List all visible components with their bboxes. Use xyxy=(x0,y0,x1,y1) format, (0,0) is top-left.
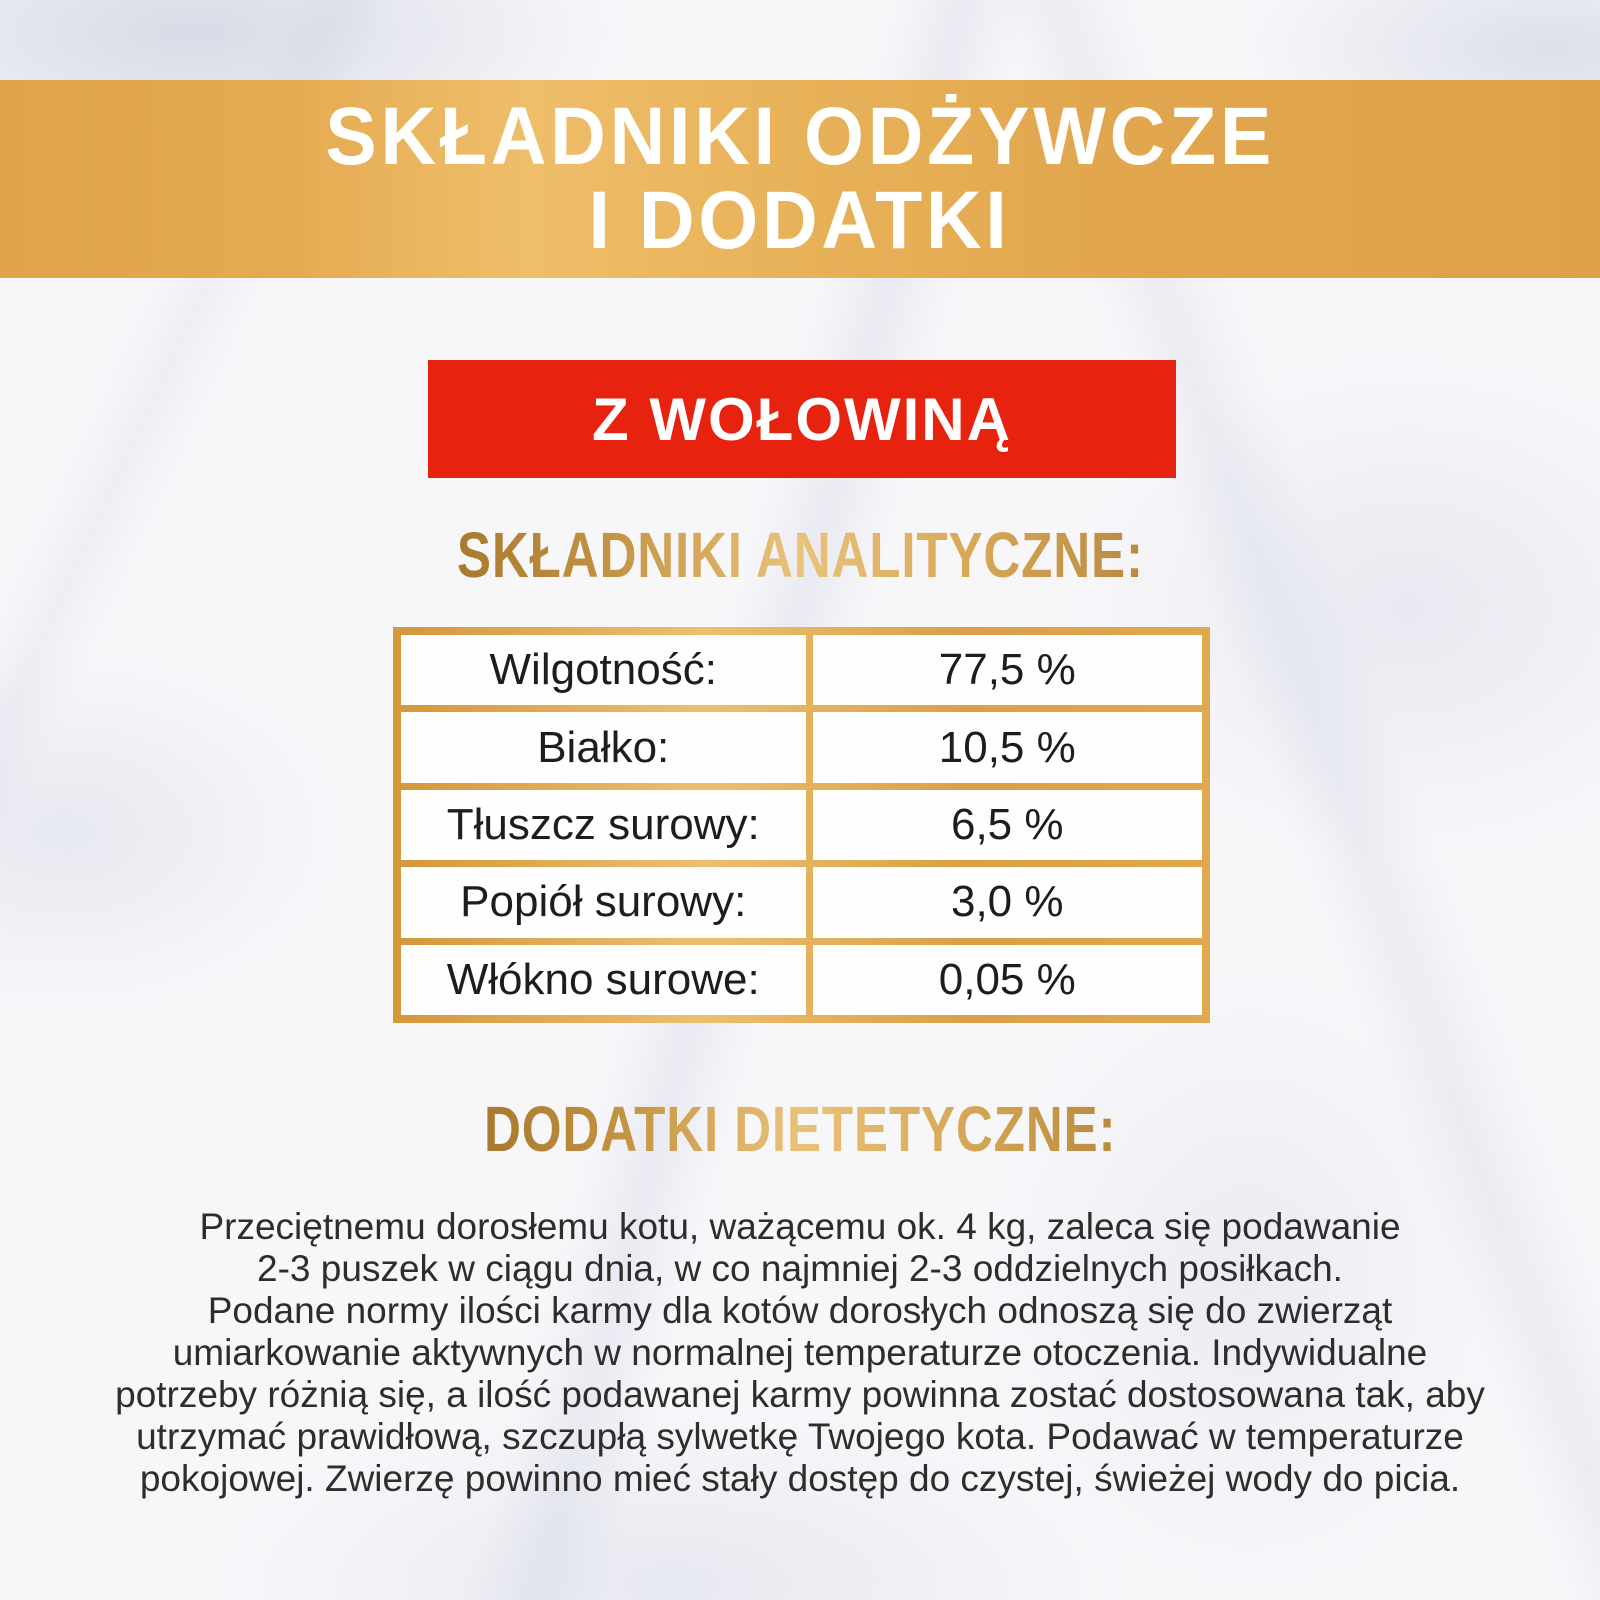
row-label-moisture: Wilgotność: xyxy=(401,635,806,705)
dietary-heading-text: DODATKI DIETETYCZNE: xyxy=(483,1093,1117,1165)
paragraph-line: umiarkowanie aktywnych w normalnej temperaturze otoczenia. Indywidualne xyxy=(172,1332,1428,1373)
nutrition-banner xyxy=(0,80,1600,278)
row-value-moisture: 77,5 % xyxy=(813,635,1203,705)
paragraph-line: Przeciętnemu dorosłemu kotu, ważącemu ok. 4 kg, zaleca się podawanie xyxy=(199,1206,1401,1247)
nutrition-table xyxy=(393,627,1210,1023)
banner-title-line1: SKŁADNIKI ODŻYWCZE xyxy=(325,91,1275,182)
paragraph-line: 2-3 puszek w ciągu dnia, w co najmniej 2-3 oddzielnych posiłkach. xyxy=(257,1248,1343,1289)
row-value-fat: 6,5 % xyxy=(813,790,1203,860)
analytical-heading xyxy=(0,518,1600,592)
row-value-protein: 10,5 % xyxy=(813,712,1203,782)
paragraph-line: pokojowej. Zwierzę powinno mieć stały dostęp do czystej, świeżej wody do picia. xyxy=(139,1458,1461,1499)
paragraph-line: utrzymać prawidłową, szczupłą sylwetkę Twojego kota. Podawać w temperaturze xyxy=(136,1416,1464,1457)
banner-title-line2: I DODATKI xyxy=(588,175,1012,266)
row-label-fibre: Włókno surowe: xyxy=(401,945,806,1015)
flavor-badge xyxy=(428,360,1176,478)
row-label-protein: Białko: xyxy=(401,712,806,782)
flavor-badge-label: Z WOŁOWINĄ xyxy=(592,385,1012,453)
row-label-fat: Tłuszcz surowy: xyxy=(401,790,806,860)
analytical-heading-text: SKŁADNIKI ANALITYCZNE: xyxy=(456,519,1144,591)
row-value-ash: 3,0 % xyxy=(813,867,1203,937)
dietary-heading xyxy=(0,1092,1600,1166)
feeding-paragraph xyxy=(80,1206,1520,1500)
row-label-ash: Popiół surowy: xyxy=(401,867,806,937)
paragraph-line: Podane normy ilości karmy dla kotów dorosłych odnoszą się do zwierząt xyxy=(207,1290,1393,1331)
row-value-fibre: 0,05 % xyxy=(813,945,1203,1015)
paragraph-line: potrzeby różnią się, a ilość podawanej karmy powinna zostać dostosowana tak, aby xyxy=(115,1374,1485,1415)
